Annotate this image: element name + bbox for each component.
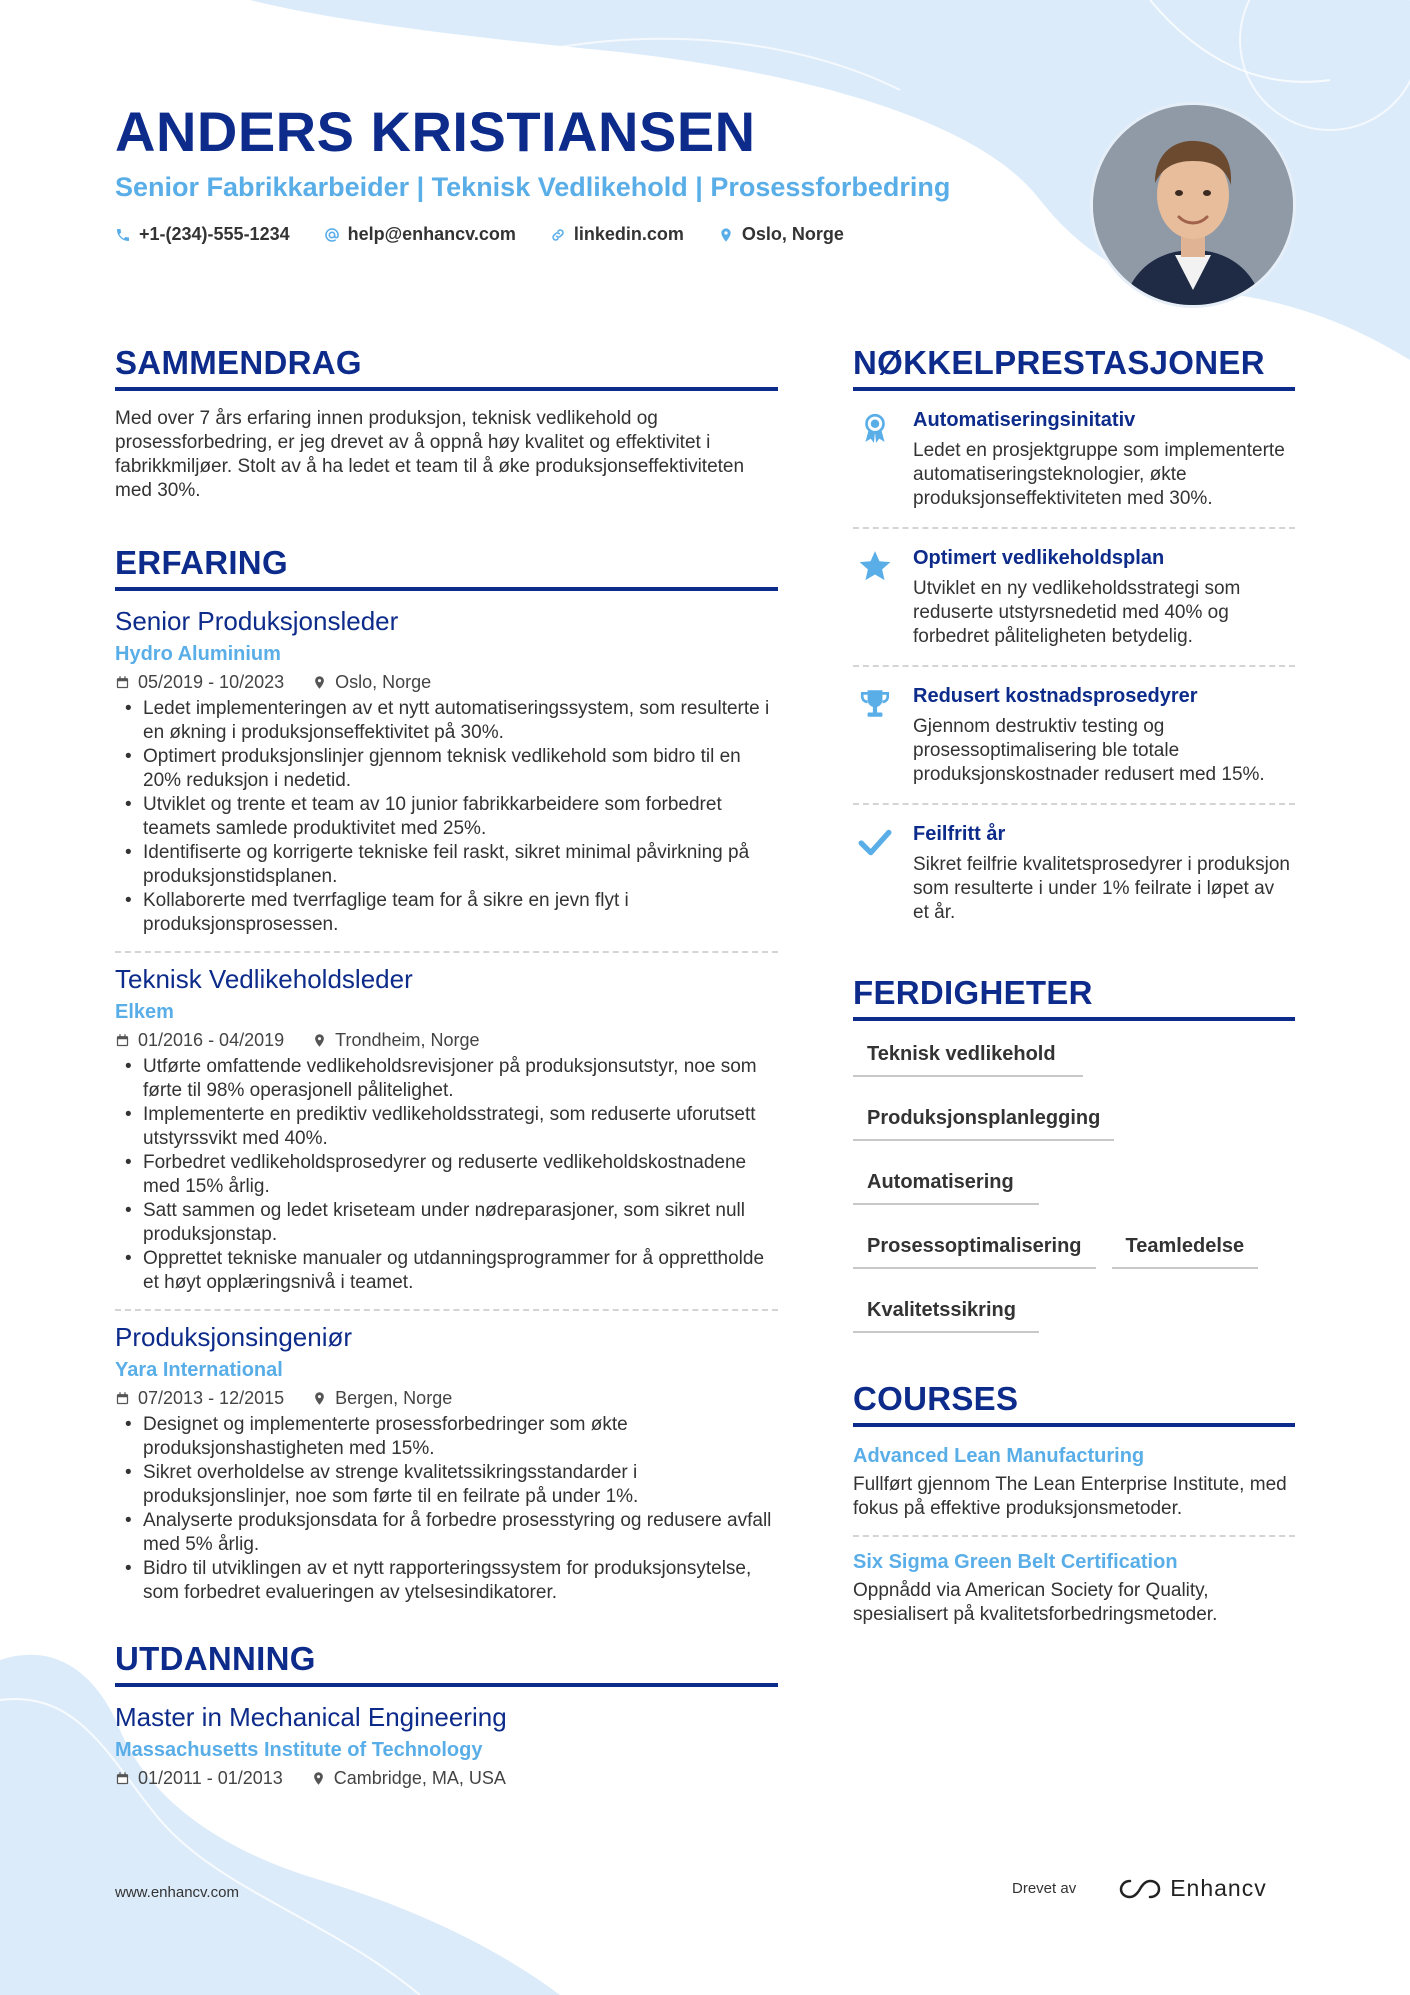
- job-bullets: [115, 697, 778, 937]
- divider: [853, 1535, 1295, 1537]
- avatar-illustration: [1093, 105, 1293, 305]
- star-icon: [858, 549, 892, 583]
- at-sign-icon: [324, 227, 340, 243]
- achievement-item: [853, 545, 1295, 649]
- skill-tag: Teamledelse: [1112, 1233, 1259, 1269]
- enhancv-logo[interactable]: [1118, 1875, 1267, 1902]
- achievement-title: Feilfritt år: [913, 823, 1006, 845]
- experience-heading: ERFARING: [115, 543, 778, 591]
- achievement-description: Gjennom destruktiv testing og prosessoptimalisering ble totale produksjonskostnader redusert med 15%.: [913, 716, 1265, 785]
- divider: [853, 527, 1295, 529]
- company-name: Elkem: [115, 1001, 174, 1023]
- course-description: Fullført gjennom The Lean Enterprise Institute, med fokus på effektive produksjonsmetoder.: [853, 1474, 1287, 1519]
- powered-by-text: Drevet av: [1012, 1880, 1077, 1897]
- job-dates: 01/2016 - 04/2019: [138, 1030, 285, 1050]
- education-location: Cambridge, MA, USA: [333, 1768, 506, 1788]
- achievement-title: Optimert vedlikeholdsplan: [913, 547, 1165, 569]
- calendar-icon: [115, 1391, 130, 1406]
- company-name: Yara International: [115, 1359, 283, 1381]
- job-bullets: [115, 1413, 778, 1605]
- job-entry: [115, 963, 778, 1295]
- contact-phone[interactable]: [115, 224, 290, 245]
- job-location: Bergen, Norge: [335, 1388, 453, 1408]
- job-bullet: • Implementerte en prediktiv vedlikeholdsstrategi, som reduserte uforutsett utstyrssvikt med 40%.: [115, 1103, 778, 1151]
- job-location: Trondheim, Norge: [335, 1030, 480, 1050]
- achievements-heading: NØKKELPRESTASJONER: [853, 343, 1295, 391]
- course-title: Six Sigma Green Belt Certification: [853, 1551, 1178, 1573]
- phone-icon: [115, 227, 131, 243]
- job-bullet: • Kollaborerte med tverrfaglige team for å sikre en jevn flyt i produksjonsprosessen.: [115, 889, 778, 937]
- left-column: [115, 343, 778, 1789]
- job-meta: [115, 1387, 778, 1409]
- achievement-item: [853, 821, 1295, 925]
- achievement-title: Automatiseringsinitativ: [913, 409, 1136, 431]
- divider: [115, 1309, 778, 1311]
- job-title: Senior Produksjonsleder: [115, 606, 399, 636]
- location-pin-icon: [718, 227, 734, 243]
- brand-name: Enhancv: [1170, 1875, 1267, 1901]
- summary-text: Med over 7 års erfaring innen produksjon, teknisk vedlikehold og prosessforbedring, er jeg drevet av å oppnå høy kvalitet og effektivitet i fabrikkmiljøer. Stolt av å ha ledet et team til å øke produksjonseffektiviteten med 30%.: [115, 408, 745, 501]
- job-dates: 07/2013 - 12/2015: [138, 1388, 285, 1408]
- contact-email[interactable]: [324, 224, 516, 245]
- courses-heading: COURSES: [853, 1379, 1295, 1427]
- skill-tag: Produksjonsplanlegging: [853, 1105, 1114, 1141]
- education-heading: UTDANNING: [115, 1639, 778, 1687]
- job-bullet: • Analyserte produksjonsdata for å forbedre prosesstyring og redusere avfall med 5% årlig.: [115, 1509, 778, 1557]
- divider: [853, 803, 1295, 805]
- enhancv-logo-icon: [1118, 1877, 1162, 1901]
- job-bullet: • Opprettet tekniske manualer og utdanningsprogrammer for å opprettholde et høyt opplæringsnivå i teamet.: [115, 1247, 778, 1295]
- location-pin-icon: [312, 675, 327, 690]
- footer-branding: [1012, 1875, 1267, 1902]
- course-item: [853, 1443, 1295, 1521]
- job-dates: 05/2019 - 10/2023: [138, 672, 285, 692]
- candidate-headline: Senior Fabrikkarbeider | Teknisk Vedlikehold | Prosessforbedring: [115, 172, 951, 202]
- company-name: Hydro Aluminium: [115, 643, 281, 665]
- divider: [853, 665, 1295, 667]
- achievement-description: Utviklet en ny vedlikeholdsstrategi som reduserte utstyrsnedetid med 40% og forbedret påliteligheten betydelig.: [913, 578, 1241, 647]
- course-description: Oppnådd via American Society for Quality, spesialisert på kvalitetsforbedringsmetoder.: [853, 1580, 1218, 1625]
- skill-tag: Teknisk vedlikehold: [853, 1041, 1083, 1077]
- job-bullet: • Forbedret vedlikeholdsprosedyrer og reduserte vedlikeholdskostnadene med 15% årlig.: [115, 1151, 778, 1199]
- calendar-icon: [115, 675, 130, 690]
- job-bullet: • Optimert produksjonslinjer gjennom teknisk vedlikehold som bidro til en 20% reduksjon i nedetid.: [115, 745, 778, 793]
- achievement-item: [853, 683, 1295, 787]
- job-meta: [115, 671, 778, 693]
- link-icon: [550, 227, 566, 243]
- contact-location: [718, 224, 844, 245]
- location-pin-icon: [312, 1391, 327, 1406]
- trophy-icon: [858, 687, 892, 721]
- achievement-description: Sikret feilfrie kvalitetsprosedyrer i produksjon som resulterte i under 1% feilrate i løpet av et år.: [913, 854, 1290, 923]
- skills-section: [853, 973, 1295, 1333]
- job-title: Teknisk Vedlikeholdsleder: [115, 964, 413, 994]
- summary-section: [115, 343, 778, 503]
- divider: [115, 951, 778, 953]
- school-name: Massachusetts Institute of Technology: [115, 1739, 483, 1761]
- job-bullet: • Designet og implementerte prosessforbedringer som økte produksjonshastigheten med 15%.: [115, 1413, 778, 1461]
- job-bullet: • Satt sammen og ledet kriseteam under nødreparasjoner, som sikret null produksjonstap.: [115, 1199, 778, 1247]
- achievements-section: [853, 343, 1295, 925]
- course-item: [853, 1549, 1295, 1627]
- job-bullet: • Utførte omfattende vedlikeholdsrevisjoner på produksjonsutstyr, noe som førte til 98% operasjonell pålitelighet.: [115, 1055, 778, 1103]
- location-pin-icon: [311, 1771, 326, 1786]
- job-location: Oslo, Norge: [335, 672, 432, 692]
- skills-list: [853, 1041, 1295, 1333]
- course-title: Advanced Lean Manufacturing: [853, 1445, 1145, 1467]
- job-entry: [115, 605, 778, 937]
- job-meta: [115, 1029, 778, 1051]
- resume-header: [115, 98, 1065, 245]
- education-section: [115, 1639, 778, 1789]
- achievement-description: Ledet en prosjektgruppe som implementerte automatiseringsteknologier, økte produksjonseffektiviteten med 30%.: [913, 440, 1285, 509]
- skill-tag: Kvalitetssikring: [853, 1297, 1039, 1333]
- phone-text: +1-(234)-555-1234: [139, 224, 290, 244]
- job-bullet: • Identifiserte og korrigerte tekniske feil raskt, sikret minimal påvirkning på produksjonstidsplanen.: [115, 841, 778, 889]
- email-text: help@enhancv.com: [347, 224, 516, 244]
- achievement-title: Redusert kostnadsprosedyrer: [913, 685, 1198, 707]
- location-text: Oslo, Norge: [741, 224, 844, 244]
- contact-row: [115, 224, 1065, 245]
- achievement-item: [853, 407, 1295, 511]
- courses-section: [853, 1379, 1295, 1627]
- job-bullet: • Ledet implementeringen av et nytt automatiseringssystem, som resulterte i en økning i produksjonseffektivitet på 30%.: [115, 697, 778, 745]
- calendar-icon: [115, 1771, 130, 1786]
- job-entry: [115, 1321, 778, 1605]
- contact-linkedin[interactable]: [550, 224, 684, 245]
- skill-tag: Automatisering: [853, 1169, 1039, 1205]
- checkmark-icon: [858, 825, 892, 859]
- job-bullets: [115, 1055, 778, 1295]
- summary-heading: SAMMENDRAG: [115, 343, 778, 391]
- candidate-name: ANDERS KRISTIANSEN: [115, 100, 756, 163]
- footer-website[interactable]: www.enhancv.com: [115, 1884, 239, 1901]
- location-pin-icon: [312, 1033, 327, 1048]
- experience-section: [115, 543, 778, 1605]
- job-bullet: • Utviklet og trente et team av 10 junior fabrikkarbeidere som forbedret teamets samlede produktivitet med 25%.: [115, 793, 778, 841]
- award-ribbon-icon: [858, 411, 892, 445]
- right-column: [853, 343, 1295, 1627]
- job-bullet: • Bidro til utviklingen av et nytt rapporteringssystem for produksjonsytelse, som forbedret evalueringen av ytelsesindikatorer.: [115, 1557, 778, 1605]
- skill-tag: Prosessoptimalisering: [853, 1233, 1096, 1269]
- job-bullet: • Sikret overholdelse av strenge kvalitetssikringsstandarder i produksjonslinjer, noe som førte til en feilrate på under 1%.: [115, 1461, 778, 1509]
- degree-title: Master in Mechanical Engineering: [115, 1702, 507, 1732]
- profile-photo: [1090, 102, 1296, 308]
- education-meta: [115, 1767, 778, 1789]
- job-title: Produksjonsingeniør: [115, 1322, 353, 1352]
- calendar-icon: [115, 1033, 130, 1048]
- linkedin-text: linkedin.com: [573, 224, 684, 244]
- skills-heading: FERDIGHETER: [853, 973, 1295, 1021]
- education-dates: 01/2011 - 01/2013: [138, 1768, 283, 1788]
